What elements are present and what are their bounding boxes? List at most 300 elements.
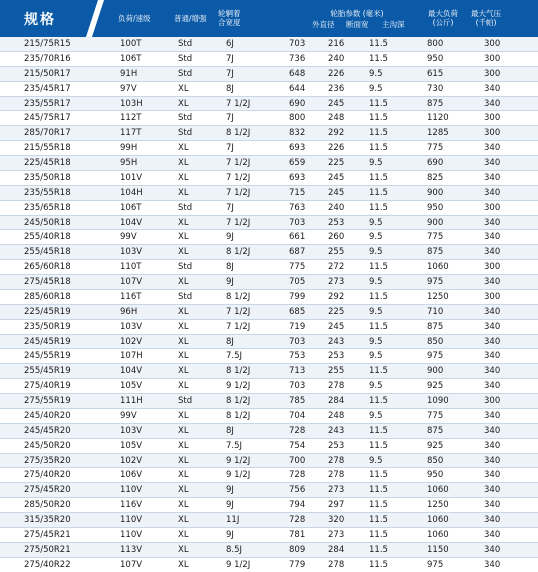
cell-type: Std	[178, 113, 193, 124]
cell-max-pressure: 300	[484, 202, 501, 213]
cell-tread-depth: 11.5	[369, 559, 388, 570]
cell-type: Std	[178, 53, 193, 64]
cell-rim-width: 7J	[226, 202, 234, 213]
cell-max-load: 900	[427, 187, 444, 198]
cell-size: 275/40R20	[24, 470, 71, 481]
table-row	[0, 364, 538, 379]
cell-max-pressure: 340	[484, 559, 501, 570]
cell-max-load: 1285	[427, 128, 449, 139]
cell-max-load: 690	[427, 158, 444, 168]
table-row	[0, 260, 538, 275]
cell-tread-depth: 9.5	[369, 351, 383, 362]
cell-rim-width: 9J	[226, 277, 234, 287]
cell-load-speed: 110V	[120, 529, 143, 540]
cell-size: 235/55R18	[24, 187, 71, 198]
cell-overall-diameter: 659	[289, 158, 306, 168]
cell-type: XL	[178, 425, 189, 436]
cell-load-speed: 97V	[120, 83, 137, 94]
cell-tread-depth: 11.5	[369, 425, 388, 436]
cell-rim-width: 11J	[226, 515, 240, 525]
cell-type: XL	[178, 410, 189, 421]
cell-rim-width: 6J	[226, 39, 234, 49]
cell-overall-diameter: 779	[289, 559, 306, 570]
cell-rim-width: 7.5J	[226, 351, 243, 362]
cell-section-width: 245	[328, 98, 345, 109]
cell-size: 215/75R15	[24, 39, 71, 49]
cell-max-pressure: 340	[484, 83, 501, 94]
table-row	[0, 216, 538, 231]
table-row	[0, 424, 538, 439]
cell-overall-diameter: 809	[289, 544, 306, 555]
cell-max-load: 875	[427, 247, 444, 258]
cell-max-pressure: 300	[484, 262, 501, 273]
cell-section-width: 245	[328, 172, 345, 183]
cell-load-speed: 107V	[120, 277, 143, 287]
cell-max-pressure: 340	[484, 277, 501, 287]
table-row	[0, 186, 538, 201]
cell-max-pressure: 340	[484, 544, 501, 555]
cell-tread-depth: 9.5	[369, 68, 383, 79]
cell-section-width: 278	[328, 470, 345, 481]
cell-size: 275/55R19	[24, 396, 71, 406]
cell-max-pressure: 300	[484, 396, 501, 406]
cell-overall-diameter: 728	[289, 515, 306, 525]
cell-load-speed: 105V	[120, 440, 143, 451]
cell-load-speed: 112T	[120, 113, 142, 124]
cell-rim-width: 8.5J	[226, 544, 243, 555]
cell-overall-diameter: 704	[289, 410, 306, 421]
cell-size: 245/45R20	[24, 425, 71, 436]
cell-type: XL	[178, 158, 189, 168]
cell-section-width: 225	[328, 158, 345, 168]
cell-type: XL	[178, 485, 189, 496]
cell-max-load: 1060	[427, 485, 449, 496]
cell-max-load: 875	[427, 98, 444, 109]
cell-tread-depth: 11.5	[369, 172, 388, 183]
cell-tread-depth: 11.5	[369, 470, 388, 481]
cell-rim-width: 9 1/2J	[226, 381, 251, 392]
cell-rim-width: 7J	[226, 53, 234, 64]
cell-overall-diameter: 685	[289, 306, 306, 317]
cell-load-speed: 95H	[120, 158, 138, 168]
cell-max-pressure: 340	[484, 306, 501, 317]
cell-load-speed: 103H	[120, 98, 143, 109]
cell-rim-width: 7 1/2J	[226, 321, 251, 332]
header-tire-params: 轮胎参数 (毫米)	[330, 9, 384, 18]
cell-overall-diameter: 763	[289, 202, 306, 213]
header-type: 普通/增强	[174, 14, 207, 23]
cell-size: 215/55R18	[24, 143, 71, 154]
cell-max-load: 800	[427, 39, 444, 49]
cell-overall-diameter: 736	[289, 53, 306, 64]
header-max-load-line1: 最大负荷	[428, 9, 458, 18]
cell-size: 235/50R18	[24, 172, 71, 183]
cell-max-pressure: 340	[484, 217, 501, 228]
cell-tread-depth: 11.5	[369, 500, 388, 511]
table-row	[0, 379, 538, 394]
cell-size: 275/40R19	[24, 381, 71, 392]
cell-load-speed: 107H	[120, 351, 143, 362]
cell-type: Std	[178, 128, 193, 139]
table-row	[0, 52, 538, 67]
cell-type: XL	[178, 217, 189, 228]
table-row	[0, 528, 538, 543]
cell-rim-width: 8 1/2J	[226, 366, 251, 377]
cell-max-pressure: 340	[484, 410, 501, 421]
cell-section-width: 240	[328, 202, 345, 213]
cell-section-width: 226	[328, 68, 345, 79]
cell-max-load: 1250	[427, 291, 449, 302]
cell-max-load: 875	[427, 321, 444, 332]
cell-section-width: 255	[328, 366, 345, 377]
cell-overall-diameter: 832	[289, 128, 306, 139]
cell-overall-diameter: 687	[289, 247, 306, 258]
cell-max-pressure: 340	[484, 336, 501, 347]
cell-size: 285/70R17	[24, 128, 71, 139]
cell-load-speed: 110V	[120, 515, 143, 525]
cell-size: 315/35R20	[24, 515, 71, 525]
cell-type: XL	[178, 500, 189, 511]
cell-max-load: 1060	[427, 515, 449, 525]
cell-max-load: 950	[427, 53, 444, 64]
cell-type: XL	[178, 232, 189, 243]
cell-max-pressure: 340	[484, 247, 501, 258]
cell-load-speed: 107V	[120, 559, 143, 570]
cell-size: 255/45R19	[24, 366, 71, 377]
cell-rim-width: 9J	[226, 529, 234, 540]
cell-tread-depth: 11.5	[369, 39, 388, 49]
cell-type: XL	[178, 515, 189, 525]
cell-max-load: 1090	[427, 396, 449, 406]
cell-size: 275/40R22	[24, 559, 71, 570]
header-rim	[218, 9, 258, 27]
cell-max-pressure: 340	[484, 187, 501, 198]
cell-section-width: 278	[328, 559, 345, 570]
cell-tread-depth: 9.5	[369, 410, 383, 421]
cell-max-load: 1150	[427, 544, 449, 555]
cell-type: XL	[178, 172, 189, 183]
cell-rim-width: 7 1/2J	[226, 172, 251, 183]
cell-tread-depth: 11.5	[369, 187, 388, 198]
cell-max-pressure: 340	[484, 98, 501, 109]
cell-tread-depth: 11.5	[369, 440, 388, 451]
cell-overall-diameter: 648	[289, 68, 306, 79]
cell-load-speed: 104V	[120, 217, 143, 228]
cell-load-speed: 111H	[120, 396, 143, 406]
cell-type: XL	[178, 98, 189, 109]
cell-type: Std	[178, 291, 193, 302]
cell-max-pressure: 340	[484, 455, 501, 466]
cell-max-pressure: 340	[484, 470, 501, 481]
header-load-speed: 负荷/速级	[118, 14, 151, 23]
cell-rim-width: 9 1/2J	[226, 470, 251, 481]
cell-section-width: 284	[328, 396, 345, 406]
cell-type: Std	[178, 262, 193, 273]
cell-size: 245/40R20	[24, 410, 71, 421]
cell-overall-diameter: 775	[289, 262, 306, 273]
cell-type: XL	[178, 306, 189, 317]
cell-max-pressure: 300	[484, 128, 501, 139]
cell-size: 245/55R19	[24, 351, 71, 362]
cell-load-speed: 104V	[120, 366, 143, 377]
cell-max-pressure: 340	[484, 158, 501, 168]
cell-section-width: 253	[328, 440, 345, 451]
cell-overall-diameter: 703	[289, 39, 306, 49]
cell-load-speed: 91H	[120, 68, 138, 79]
cell-max-load: 975	[427, 277, 444, 287]
cell-max-pressure: 340	[484, 381, 501, 392]
table-row	[0, 483, 538, 498]
cell-rim-width: 8 1/2J	[226, 396, 251, 406]
cell-load-speed: 117T	[120, 128, 142, 139]
cell-max-load: 875	[427, 425, 444, 436]
cell-max-pressure: 340	[484, 232, 501, 243]
cell-rim-width: 7.5J	[226, 440, 243, 451]
cell-load-speed: 103V	[120, 247, 143, 258]
cell-section-width: 320	[328, 515, 345, 525]
cell-size: 225/45R18	[24, 158, 71, 168]
cell-rim-width: 7 1/2J	[226, 158, 251, 168]
cell-max-pressure: 340	[484, 440, 501, 451]
table-row	[0, 320, 538, 335]
cell-max-load: 710	[427, 306, 444, 317]
cell-type: XL	[178, 187, 189, 198]
cell-rim-width: 8J	[226, 262, 234, 273]
cell-size: 215/50R17	[24, 68, 71, 79]
cell-max-load: 900	[427, 217, 444, 228]
cell-overall-diameter: 693	[289, 172, 306, 183]
cell-type: XL	[178, 351, 189, 362]
cell-tread-depth: 11.5	[369, 544, 388, 555]
table-row	[0, 454, 538, 469]
cell-load-speed: 103V	[120, 321, 143, 332]
table-row	[0, 409, 538, 424]
cell-overall-diameter: 713	[289, 366, 306, 377]
cell-rim-width: 8 1/2J	[226, 291, 251, 302]
header-rim-line1: 轮辋着	[218, 9, 241, 18]
cell-section-width: 278	[328, 455, 345, 466]
cell-max-load: 775	[427, 143, 444, 154]
cell-type: XL	[178, 470, 189, 481]
table-row	[0, 37, 538, 52]
cell-rim-width: 9J	[226, 232, 234, 243]
cell-tread-depth: 11.5	[369, 53, 388, 64]
cell-type: XL	[178, 143, 189, 154]
table-row	[0, 111, 538, 126]
cell-load-speed: 105V	[120, 381, 143, 392]
cell-max-load: 975	[427, 559, 444, 570]
table-row	[0, 468, 538, 483]
cell-overall-diameter: 754	[289, 440, 306, 451]
cell-type: Std	[178, 396, 193, 406]
cell-max-load: 825	[427, 172, 444, 183]
cell-rim-width: 8 1/2J	[226, 247, 251, 258]
cell-overall-diameter: 719	[289, 321, 306, 332]
cell-size: 255/40R18	[24, 232, 71, 243]
cell-rim-width: 9 1/2J	[226, 559, 251, 570]
cell-type: XL	[178, 336, 189, 347]
cell-overall-diameter: 693	[289, 143, 306, 154]
cell-max-load: 925	[427, 381, 444, 392]
cell-type: XL	[178, 321, 189, 332]
cell-type: XL	[178, 366, 189, 377]
cell-size: 245/45R19	[24, 336, 71, 347]
cell-section-width: 248	[328, 410, 345, 421]
cell-overall-diameter: 756	[289, 485, 306, 496]
table-body	[0, 37, 538, 572]
header-tread-depth: 主沟深	[382, 20, 405, 29]
cell-max-pressure: 340	[484, 500, 501, 511]
cell-section-width: 253	[328, 351, 345, 362]
cell-load-speed: 106V	[120, 470, 143, 481]
cell-max-load: 950	[427, 202, 444, 213]
table-row	[0, 126, 538, 141]
table-row	[0, 394, 538, 409]
cell-section-width: 284	[328, 544, 345, 555]
cell-load-speed: 101V	[120, 172, 143, 183]
cell-max-pressure: 340	[484, 529, 501, 540]
cell-tread-depth: 11.5	[369, 262, 388, 273]
table-row	[0, 275, 538, 290]
cell-tread-depth: 9.5	[369, 232, 383, 243]
table-row	[0, 305, 538, 320]
table-row	[0, 67, 538, 82]
table-row	[0, 141, 538, 156]
cell-overall-diameter: 644	[289, 83, 306, 94]
cell-section-width: 255	[328, 247, 345, 258]
spec-header-label: 规格	[24, 12, 56, 28]
cell-max-pressure: 300	[484, 113, 501, 124]
cell-size: 255/45R18	[24, 247, 71, 258]
cell-section-width: 292	[328, 291, 345, 302]
cell-max-pressure: 300	[484, 68, 501, 79]
spec-header-block	[0, 0, 96, 37]
table-row	[0, 558, 538, 572]
cell-overall-diameter: 794	[289, 500, 306, 511]
cell-section-width: 273	[328, 277, 345, 287]
cell-tread-depth: 11.5	[369, 515, 388, 525]
cell-overall-diameter: 703	[289, 217, 306, 228]
cell-max-load: 775	[427, 232, 444, 243]
cell-tread-depth: 11.5	[369, 396, 388, 406]
cell-load-speed: 110V	[120, 485, 143, 496]
cell-type: XL	[178, 247, 189, 258]
cell-max-pressure: 340	[484, 515, 501, 525]
cell-overall-diameter: 703	[289, 336, 306, 347]
cell-tread-depth: 11.5	[369, 202, 388, 213]
cell-type: Std	[178, 68, 193, 79]
cell-size: 265/60R18	[24, 262, 71, 273]
table-row	[0, 290, 538, 305]
cell-overall-diameter: 800	[289, 113, 306, 124]
cell-rim-width: 7 1/2J	[226, 217, 251, 228]
cell-load-speed: 116T	[120, 291, 142, 302]
cell-rim-width: 9J	[226, 500, 234, 511]
cell-load-speed: 99V	[120, 232, 137, 243]
cell-size: 275/45R20	[24, 485, 71, 496]
table-row	[0, 543, 538, 558]
table-row	[0, 82, 538, 97]
cell-tread-depth: 11.5	[369, 366, 388, 377]
cell-size: 235/50R19	[24, 321, 71, 332]
header-overall-diameter: 外直径	[312, 20, 335, 29]
cell-rim-width: 8J	[226, 425, 234, 436]
table-row	[0, 156, 538, 171]
cell-max-pressure: 340	[484, 351, 501, 362]
cell-max-pressure: 340	[484, 485, 501, 496]
cell-type: XL	[178, 544, 189, 555]
cell-overall-diameter: 728	[289, 470, 306, 481]
cell-load-speed: 99V	[120, 410, 137, 421]
table-row	[0, 498, 538, 513]
cell-size: 245/50R18	[24, 217, 71, 228]
cell-tread-depth: 11.5	[369, 291, 388, 302]
cell-max-load: 850	[427, 455, 444, 466]
cell-rim-width: 7 1/2J	[226, 306, 251, 317]
cell-tread-depth: 11.5	[369, 128, 388, 139]
cell-overall-diameter: 690	[289, 98, 306, 109]
cell-tread-depth: 9.5	[369, 336, 383, 347]
cell-section-width: 297	[328, 500, 345, 511]
cell-max-load: 850	[427, 336, 444, 347]
cell-type: Std	[178, 39, 193, 49]
cell-overall-diameter: 715	[289, 187, 306, 198]
cell-section-width: 243	[328, 425, 345, 436]
cell-size: 225/45R19	[24, 306, 71, 317]
cell-section-width: 226	[328, 143, 345, 154]
header-max-load	[423, 9, 463, 27]
cell-type: XL	[178, 455, 189, 466]
cell-max-pressure: 300	[484, 53, 501, 64]
cell-load-speed: 106T	[120, 202, 142, 213]
cell-section-width: 225	[328, 306, 345, 317]
cell-max-pressure: 300	[484, 39, 501, 49]
cell-section-width: 245	[328, 321, 345, 332]
cell-overall-diameter: 799	[289, 291, 306, 302]
header-max-pressure-line1: 最大气压	[471, 9, 501, 18]
table-row	[0, 245, 538, 260]
cell-section-width: 292	[328, 128, 345, 139]
cell-rim-width: 7 1/2J	[226, 98, 251, 109]
cell-load-speed: 102V	[120, 455, 143, 466]
cell-load-speed: 96H	[120, 306, 138, 317]
cell-max-pressure: 340	[484, 366, 501, 377]
table-row	[0, 439, 538, 454]
cell-tread-depth: 11.5	[369, 143, 388, 154]
header-rim-line2: 合宽度	[218, 18, 241, 27]
cell-type: XL	[178, 440, 189, 451]
table-row	[0, 171, 538, 186]
cell-max-load: 900	[427, 366, 444, 377]
cell-max-pressure: 340	[484, 143, 501, 154]
cell-type: XL	[178, 277, 189, 287]
cell-type: XL	[178, 83, 189, 94]
header-max-load-line2: (公斤)	[432, 18, 454, 27]
cell-size: 235/55R17	[24, 98, 71, 109]
cell-overall-diameter: 785	[289, 396, 306, 406]
cell-max-load: 975	[427, 351, 444, 362]
cell-max-pressure: 300	[484, 291, 501, 302]
cell-max-load: 1060	[427, 529, 449, 540]
cell-load-speed: 113V	[120, 544, 143, 555]
cell-rim-width: 8 1/2J	[226, 410, 251, 421]
cell-load-speed: 104H	[120, 187, 143, 198]
cell-load-speed: 100T	[120, 39, 142, 49]
cell-load-speed: 106T	[120, 53, 142, 64]
cell-max-pressure: 340	[484, 321, 501, 332]
cell-size: 275/50R21	[24, 544, 71, 555]
table-row	[0, 349, 538, 364]
